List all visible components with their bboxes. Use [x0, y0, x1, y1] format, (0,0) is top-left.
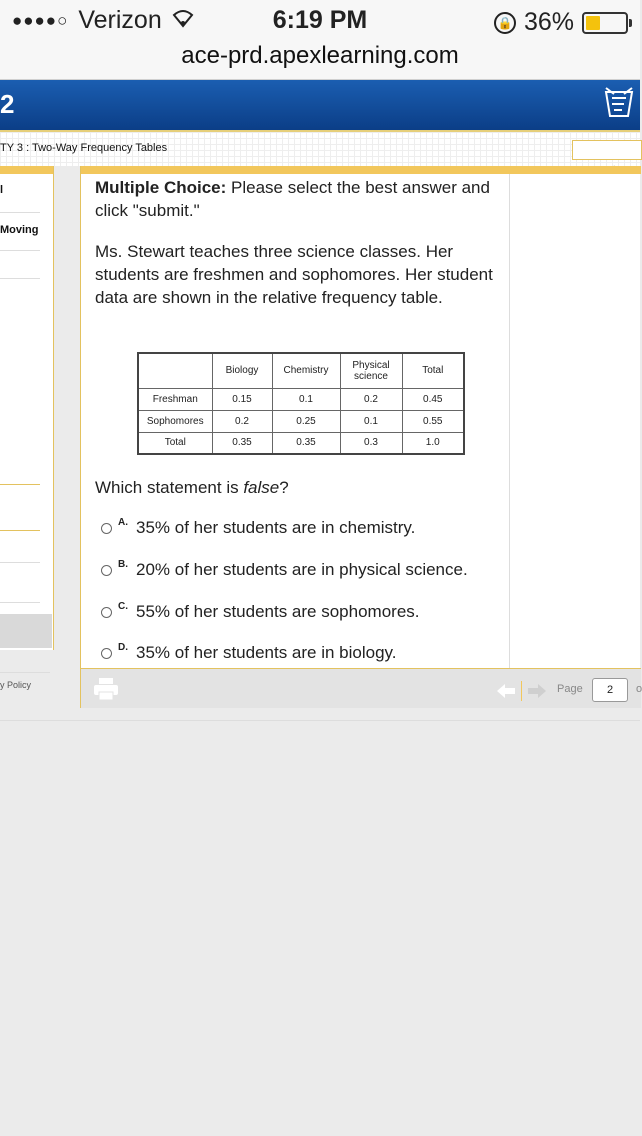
divider	[0, 484, 40, 485]
table-cell: 0.15	[212, 388, 272, 410]
divider	[0, 212, 40, 213]
choice-letter: D.	[118, 642, 128, 653]
table-cell: 0.25	[272, 410, 340, 432]
choice-letter: B.	[118, 559, 128, 570]
header-number: 2	[0, 89, 15, 119]
table-cell: 0.35	[212, 432, 272, 454]
divider	[0, 672, 50, 673]
breadcrumb-bar	[0, 130, 640, 166]
battery-icon	[582, 12, 628, 34]
table-corner	[138, 353, 212, 388]
panel-top-bar	[81, 166, 641, 174]
apex-logo-icon[interactable]	[602, 86, 636, 122]
page-background	[0, 720, 640, 1136]
instructions	[95, 176, 495, 222]
column-header: Biology	[212, 353, 272, 388]
battery-fill	[586, 16, 600, 30]
table-row	[138, 388, 464, 410]
choice-letter: C.	[118, 601, 128, 612]
prompt-text: Which statement is	[95, 478, 244, 497]
answer-choice-a[interactable]	[101, 518, 415, 538]
radio-button[interactable]	[101, 648, 112, 659]
prompt-end: ?	[279, 478, 289, 497]
address-bar[interactable]: ace-prd.apexlearning.com	[181, 42, 459, 69]
carrier-name: Verizon	[78, 6, 162, 34]
table-header-row	[138, 353, 464, 388]
column-header: Chemistry	[272, 353, 340, 388]
page-of-label: o	[636, 683, 642, 695]
table-cell: 0.1	[340, 410, 402, 432]
breadcrumb: TY 3 : Two-Way Frequency Tables	[0, 142, 168, 154]
row-header: Freshman	[138, 388, 212, 410]
answer-choice-b[interactable]	[101, 560, 468, 580]
answer-choice-d[interactable]	[101, 643, 397, 663]
status-bar	[0, 0, 640, 80]
question-content	[95, 176, 495, 309]
sidebar-top-bar	[0, 166, 53, 174]
table-cell: 1.0	[402, 432, 464, 454]
choice-text: 35% of her students are in biology.	[136, 643, 397, 662]
battery-status	[494, 8, 628, 37]
table-cell: 0.3	[340, 432, 402, 454]
search-input[interactable]	[572, 140, 642, 160]
prompt-emphasis: false	[243, 478, 280, 497]
sidebar	[0, 166, 54, 650]
page-number-input[interactable]: 2	[592, 678, 628, 702]
question-prompt	[95, 478, 289, 498]
choice-text: 55% of her students are sophomores.	[136, 602, 420, 621]
table-cell: 0.45	[402, 388, 464, 410]
sidebar-item-moving[interactable]: Moving	[0, 224, 39, 236]
table-cell: 0.2	[212, 410, 272, 432]
radio-button[interactable]	[101, 565, 112, 576]
divider	[0, 602, 40, 603]
table-row	[138, 410, 464, 432]
column-header: Total	[402, 353, 464, 388]
previous-arrow-icon[interactable]	[497, 684, 515, 698]
question-panel	[80, 166, 640, 708]
print-icon[interactable]	[93, 677, 119, 701]
page-label: Page	[557, 683, 583, 695]
table-cell: 0.35	[272, 432, 340, 454]
table-cell: 0.55	[402, 410, 464, 432]
column-header: Physical science	[340, 353, 402, 388]
instruction-text: Please select the best answer and click "submit."	[95, 178, 490, 220]
row-header: Total	[138, 432, 212, 454]
next-arrow-icon[interactable]	[528, 684, 546, 698]
divider	[0, 530, 40, 531]
sidebar-item-1[interactable]: l	[0, 184, 4, 196]
divider	[0, 278, 40, 279]
panel-footer	[81, 668, 641, 708]
app-header	[0, 80, 640, 130]
choice-text: 20% of her students are in physical science.	[136, 560, 468, 579]
table-row	[138, 432, 464, 454]
clock: 6:19 PM	[272, 6, 368, 34]
sidebar-footer	[0, 614, 52, 648]
divider	[521, 681, 522, 701]
frequency-table	[137, 352, 465, 455]
choice-letter: A.	[118, 517, 128, 528]
page-navigation	[497, 681, 546, 701]
question-type: Multiple Choice:	[95, 178, 227, 197]
divider	[0, 562, 40, 563]
question-stem: Ms. Stewart teaches three science classes. Her students are freshmen and sophomores. Her student data are shown in the relative frequency table.	[95, 242, 493, 307]
table-cell: 0.1	[272, 388, 340, 410]
radio-button[interactable]	[101, 523, 112, 534]
choice-text: 35% of her students are in chemistry.	[136, 518, 416, 537]
signal-strength-icon: ●●●●○	[12, 10, 69, 30]
privacy-policy-link[interactable]: y Policy	[0, 680, 32, 690]
table-cell: 0.2	[340, 388, 402, 410]
rotation-lock-icon: 🔒	[494, 12, 516, 34]
answer-choice-c[interactable]	[101, 602, 420, 622]
panel-divider	[509, 174, 510, 668]
radio-button[interactable]	[101, 607, 112, 618]
battery-percent: 36%	[523, 8, 574, 36]
divider	[0, 250, 40, 251]
row-header: Sophomores	[138, 410, 212, 432]
